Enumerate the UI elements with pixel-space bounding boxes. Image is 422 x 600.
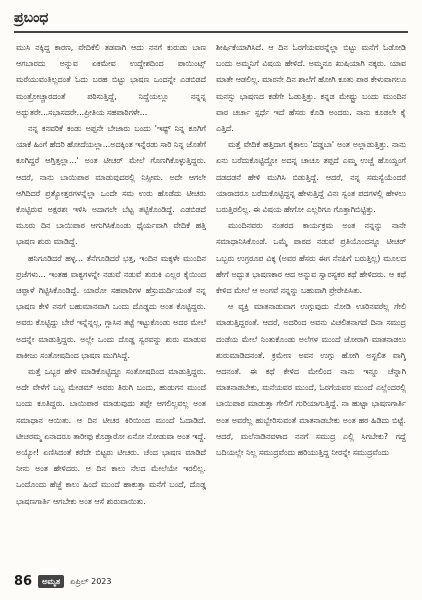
page-footer	[14, 574, 111, 589]
paragraph: ಮತ್ತೆ ಒಬ್ಬರ ಹೇಳಿ ಮಾಡಿಕೊಟ್ಟಿದ್ದೂ ಸಂತೋಷದಿಂದ ಮಾಡುತ್ತಿದ್ದರು. ಅದೇ ವೇಳೆಗೆ ಒಬ್ಬ ಮೇಡಮ್‌ ಅವರು ತಿರುಗಿ ಬಂದು, ಹುಡುಗನ ಮುಂದೆ ಬಂದು ಕೂತಿದ್ದರು. ಬಾಯಿಪಾಠ ಮಾಡುವುದು ತಪ್ಪೇ ಆಗಲಿಲ್ಲವಲ್ಲ ಅಂತ ಸಮಾಧಾನ ಆಯಿತು. ಆ ದಿನ ಟೀಚರ ಕಿರಿಯಿಂದ ಮುಂದೆ ಓದಾಡಿದೆ. ಟೀಚರಮ್ಮ ಏನಾದರೂ ತಾರೀಫು ಕೊಡ್ತಾರೋ ಏನೋ ನೋಡುವಾ ಅಂತ ಇದ್ದೆ. ಅಯ್ಯೋ! ಏಣಿಸಿದಂತೆ ಕರೆದೇ ಬಿಟ್ಟರು ಟೀಚರು. ಚೆಂದ ಭಾಷಣ ಮಾಡಿದೆ ನೀನು ಅಂತ ಹೇಳಿದರು. ಆ ದಿನ ಕಾಲು ನೆಲದ ಮೇಲೆಯೇ ಇರಲಿಲ್ಲ. ಒಂದೊಂದು ಹೆಜ್ಜೆ ಕಾಲು ಹಿಂದೆ ಮುಂದೆ ಹಾಕುತ್ತಾ ಮನೆಗೆ ಬಂದೆ, ದೊಡ್ಡ ಭಾಷಣಗಾರ್ತಿ ಆಗಬೇಕು ಅಂತ ಆಸೆ ಶುರುವಾಯಿತು.	[16, 367, 206, 506]
issue-date: ಏಪ್ರಿಲ್‌ 2023	[70, 576, 112, 586]
paragraph: ಹನಿಗೂಡಿದರೆ ಹಳ್ಳ... ತೆನೆಗೂಡಿದರೆ ಭತ್ತ, ಇಂದಿನ ಮಕ್ಕಳೇ ಮುಂದಿನ ಪ್ರಜೆಗಳು... ಇಂತಹ ವಾಕ್ಯಗಳನ್ನೇ ನಡುವೆ ನಡುವೆ ತುರುಕಿ ಎಲ್ಲರ ಕೈಯಿಂದ ಚಪ್ಪಾಳೆ ಗಿಟ್ಟಿಸಿಕೊಂಡಿದ್ದೆ. ಯಾರೋ ಸಹಪಾಠಿಗಳ ಹೆಸ್ರುದುರ್ದಿಯಂತೆ ನನ್ನ ಭಾಷಣ ಕೇಳಿ ನನಗೆ ಬಹುಮಾನವಾಗಿ ಒಂದು ದೊಡ್ಡದು ಅಂತ ಕೊಟ್ಟಿದ್ದರು. ಅವರು ಕೊಟ್ಟಿದ್ದು ಬೇರೆ ಇನ್ನೆನ್ನಲ್ಲ, ಗ್ಲಾಸಿನ ತಟ್ಟೆ ಇಟ್ಟುಕೊಂಡು ಅದರ ಮೇಲೆ ಅದನ್ನೇ ಮಾಡುತ್ತಿದ್ದರು. ಅಲ್ಲೇ ಒಂದು ದೊಡ್ಡ ಸ್ವರವನ್ನು ಶುರು ಮಾಡುವ ಪಾಕೀಜು ಸಂತೋಷದಿಂದ ಭಾಷಣ ಮುಗಿಸಿದ್ದೆ.	[16, 253, 206, 360]
magazine-logo: ಅಮೃತ	[38, 575, 64, 588]
paragraph: ಶೀರ್ಷಿಕೆಯಾಗಿಸಿದೆ. ಆ ದಿನ ಓರಗೆಯವರನ್ನೆಲ್ಲಾ ಬಿಟ್ಟು ಮನೆಗೆ ಓಡೋಡಿ ಬಂದು ಅಮ್ಮನಿಗೆ ವಿಷಯ ಹೇಳಿದೆ. ಅಮ್ಮನೂ ಖುಷಿಯಾಗಿ ನಕ್ಕರು. ಯಾವ ಮಾತೇ ಆಡಲಿಲ್ಲ. ಮಾರನೇ ದಿನ ಶಾಲೆಗೆ ಹೋಗಿ ಕೂತು ಪಾಠ ಕೇಳುವಾಗಲೂ ಮನಸ್ಸು ಭಾಷಣದ ಕಡೆಗೇ ಓಡುತ್ತಿತ್ತು. ಕನ್ನಡ ಮೇಷ್ಟ್ರು ಬಂದು ಮುಂದಿನ ವಾರ ಚರ್ಚಾ ಸ್ಪರ್ಧೆ ಇದೆ ಹೆಸರು ಕೊಡಿ ಅಂದರು. ನಾನು ಕೂಡಲೇ ಕೈ ಎತ್ತಿದೆ.	[216, 43, 406, 134]
left-column	[16, 40, 206, 558]
header-divider	[14, 31, 408, 33]
paragraph: ಮುಸಿ ನಕ್ಕಿದ್ದ ಕಾರಣ, ವೇದಿಕೆಲಿ ತಡವಾಗಿ ಆದು ನನಗೆ ಕುರುಡು ಬಾಣ ಆಗಬಾರದು ಅನ್ನುವ ಏಕಮೇವ ಉದ್ದೇಶದಿಂದ ಪಾಯಿಂಟ್ಸ್ ಮರೆಯುವಂತಿಲ್ಲದಂತೆ ಓದು ಬರಹ ಬಿಟ್ಟು ಭಾಷಣ ಒಂದನ್ನೇ ಎಡಬಿಡದೆ ಮಂತ್ರೋಚ್ಚಾರದಂತೆ ಪಠಿಸುತ್ತಿದ್ದೆ, ನಿದ್ದೆಯಲ್ಲೂ ನನ್ನನ್ನ ಅದ್ಭುತರೇ...ಸಭಾಸದರೇ...ಪ್ರೀತಿಯ ಸಹಪಾಠಿಗಳೇ...	[16, 43, 206, 117]
section-title: ಪ್ರಬಂಧ	[14, 10, 49, 26]
page-number: 86	[14, 574, 33, 589]
right-column	[216, 40, 406, 558]
section-header	[14, 6, 48, 30]
paragraph: ಆ ವ್ಯಕ್ತಿ ಮಾತನಾಡುವಾಗ ಉಗ್ಗುವುದು ನೋಡಿ ಊರಿನವರೆಲ್ಲ ಗೇಲಿ ಮಾಡುತ್ತಿದ್ದರಂತೆ. ಆದರೆ, ಅದರಿಂದ ಅವನು ವಿಚಲಿತನಾಗದೆ ದಿನಾ ಸಮುದ್ರ ದಂಡೆಯ ಮೇಲೆ ನಿಂತುಕೊಂಡು ಅಲೆಗಳ ಮುಂದೆ ಜೋರಾಗಿ ಮಾತನಾಡಲು ಶುರುಮಾಡಿದನಂತೆ. ಕ್ರಮೇಣ ಅವನ ಉಗ್ಗು ಹೋಗಿ ಅಸ್ಖಲಿತ ವಾಗ್ಮಿ ಆದನಂತೆ. ಈ ಕಥೆ ಕೇಳಿದ ಮೇಲಿಂದ ನಾನು ಇನ್ನೂ ಚೆನ್ನಾಗಿ ಮಾತನಾಡಬೇಕು, ಮನೆಯವರ ಮುಂದೆ, ಓರಗೆಯವರ ಮುಂದೆ ಎಲ್ಲೆಂದರಲ್ಲಿ ಬಾಯಿಪಾಠ ಮಾಡುತ್ತಾ ಗೇಲಿಗೆ ಗುರಿಯಾಗುತ್ತಿದ್ದೆ. ನಾ ಹುಟ್ಟಾ ಭಾಷಣಗಾರ್ತಿ ಅಂತ ಅವರೆಲ್ಲ ಹುಬ್ಬೇರಿಸುವಂತೆ ಮಾತನಾಡಬೇಕು ಅಂತ ಹಠ ಹಿಡಿದು ಬಿಟ್ಟೆ. ಆದರೆ, ಮಲೆನಾಡಿನವಳಾದ ನನಗೆ ಸಮುದ್ರ ಎಲ್ಲಿ ಸಿಗಬೇಕು? ಗದ್ದೆ ಬದಿಯಲ್ಲೇ ನಿಲ್ಲ ಸಮುದ್ರವೆಂದು ಹರಿಯುತ್ತಿದ್ದ ನೀರನ್ನೇ ಸಮುದ್ರವೆಂದು	[216, 302, 406, 458]
paragraph: ಮುಂದಿನವರು ನಂತರದ ಕಾರ್ಯಕ್ರಮ ಅಂತ ನನ್ನನ್ನು ನಾನೇ ಸಮಾಧಾನಿಸಿಕೊಂಡೆ. ಒಮ್ಮೆ ಪಾಠದ ನಡುವೆ ಪ್ರತಿಯೊಂದನ್ನೂ ಟೀಚರ್‌ ಒಬ್ಬರು ಉಗ್ರರೂಪ ವಿಕ್ಕ (ಅವರ ಹೆಸರು ಈಗ ನೆನಪಿಗೆ ಬರುತ್ತಿಲ್ಲ) ಮೂಲದ ಹೇಗೆ ಅದ್ಭುತ ಭಾಷಣಕಾರ ಆದ ಅನ್ನುವ ಸ್ವಾರಸ್ಯಕರ ಕಥೆ ಹೇಳಿದರು. ಆ ಕಥೆ ಕೇಳಿದ ಮೇಲೆ ಆ ಅಂಗವೆ ನನ್ನನ್ನು ಬಹುವಾಗಿ ಪ್ರೇರೇಪಿಸಿತು.	[216, 221, 406, 296]
paragraph: ನನ್ನ ಕನವರಿಕೆ ಕಂಡು ಅಪ್ಪನೇ ಬೇಜಾರು ಬಂದು 'ಇಷ್ಟ್ ನಿನ್ನ ಕೂಗಿಗೆ ಯಾಕೆ ಹಿಂಗೆ ಹೆದರಿ ಹೋದೆಯಲ್ಲಾ...ಅದಕ್ಕಿಂತ ಇನ್ನೆರಡು ಸಾರಿ ನಿನ್ನ ಜೊತೆಗೆ ಕೂಗಿದ್ದರೆ ಆಗ್ತಿತ್ತಲ್ಲಾ...' ಅಂತ ಟೀಚರ್‌ ಮೇಲೆ ಗೊಣಗಿಕೊಳ್ಳುತ್ತಿದ್ದರು. ಆದರೆ, ನಾನು ಬಾಯಿಪಾಠ ಮಾಡುವುದರಲ್ಲಿ ನಿಸ್ಸೀಮ. ಅದೇ ಆಗಲೇ ಆಗಿದಿದರೆ ಪ್ರತ್ಯೋತ್ತರಗಳನ್ನೆಲ್ಲಾ ಒಂದೇ ಸಮ ಉರು ಹೊಡೆದು ಟೀಚರು ಕೊಟ್ಟಿರುವ ಅಕ್ಷರಶಃ ಇಳಿಸಿ ಅದಾಗಲೇ ಬೆಟ್ಟ ತಟ್ಟಿಕೊಂಡಿದ್ದೆ. ಎಡಬಿಡದೆ ಮೂರು ದಿನ ಬಾಯಿಪಾಠ ಆಗುಗಿಸಿಕೊಂಡು ಧೈರ್ಯವಾಗಿ ವೇದಿಕೆ ಹತ್ತಿ ಭಾಷಣ ಶುರು ಮಾಡಿದ್ದೆ.	[16, 124, 206, 247]
paragraph: ಮತ್ತೆ ವೇದಿಕೆ ಹತ್ತಿದಾಗ ಕೈಕಾಲು 'ದಡ್ಡಬಾ' ಅಂತ ಅಲ್ಲಾಡುತ್ತಿತ್ತು. ನಾನು ಏನು ಬರೆದುಕೊಟ್ಟಿದ್ದೋ ಅದನ್ನ ಚಾಚೂ ತಪ್ಪದೆ ಎಮ್ಮ ಉಚ್ಚೆ ಹೊಯ್ದಂಗೆ ದಡದಡನೆ ಹೇಳಿ ಮುಗಿಸಿ ಬಿಡುತ್ತಿದ್ದೆ. ಆದರೆ, ನನ್ನ ಸಮಸ್ಯೆಯೆಂದರೆ ಯಾರಾದರೂ ಬರೆದುಕೊಟ್ಟಿದ್ದನ್ನ ಹೇಳುತ್ತಿದ್ದೆ ವಿನಃ ಸ್ವಂತ ಪದಗಳಲ್ಲಿ ಹೇಳಲು ಬರುತ್ತಿರಲಿಲ್ಲ. ಈ ವಿಷಯ ಹೇಗೋ ಎಲ್ಲರಿಗೂ ಗೊತ್ತಾಗಿಬಿಟ್ಟಿತ್ತು.	[216, 140, 406, 215]
